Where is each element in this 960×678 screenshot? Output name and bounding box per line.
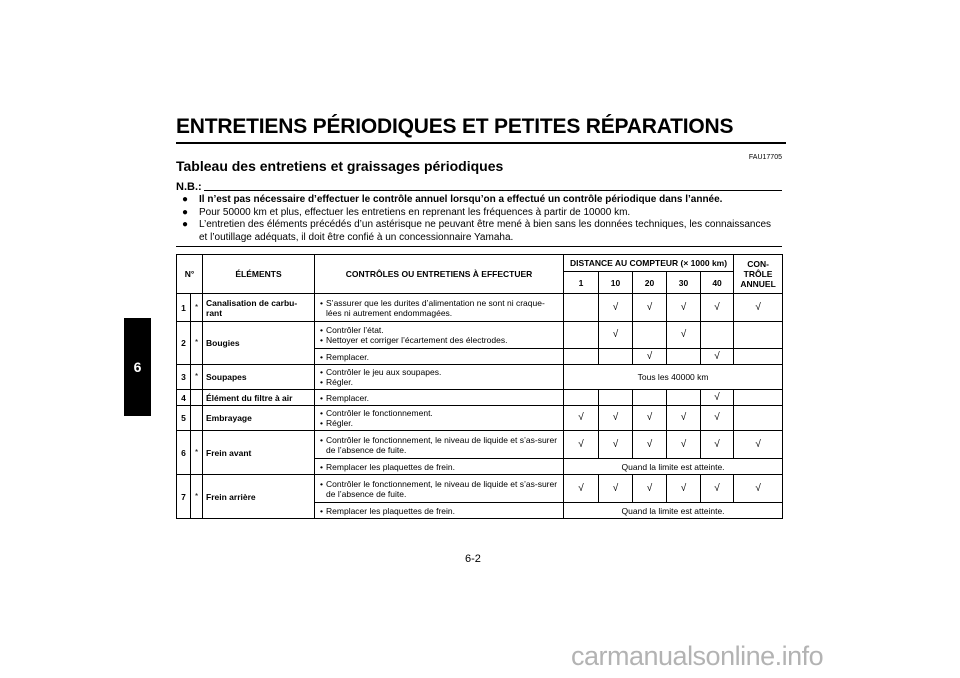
row-number: 6 [177, 431, 191, 475]
maintenance-table [176, 254, 783, 519]
row-number: 7 [177, 475, 191, 519]
table-row [177, 365, 783, 390]
check-cell: √ [667, 294, 701, 322]
action-line: • Contrôler le fonctionnement, le niveau de liquide et s’as-surer de l’absence de fuite. [320, 479, 560, 499]
note-bullets [182, 194, 782, 244]
note-bullet: ● Il n’est pas nécessaire d’effectuer le contrôle annuel lorsqu’on a effectué un contrôle périodique dans l’année. [182, 194, 723, 205]
check-cell: √ [599, 406, 633, 431]
chapter-tab: 6 [124, 318, 151, 416]
row-item: Frein avant [203, 431, 315, 475]
action-line: • Remplacer. [320, 352, 560, 362]
check-cell [599, 390, 633, 406]
bullet-icon: ● [182, 219, 189, 230]
row-asterisk [191, 406, 203, 431]
row-asterisk: * [191, 294, 203, 322]
check-cell: √ [633, 349, 667, 365]
action-line: • S’assurer que les durites d’alimentation ne sont ni craque-lées ni autrement endommagées. [320, 298, 560, 318]
action-line: • Remplacer les plaquettes de frein. [320, 462, 560, 472]
row-asterisk [191, 390, 203, 406]
row-item: Frein arrière [203, 475, 315, 519]
row-number: 1 [177, 294, 191, 322]
header-distance: DISTANCE AU COMPTEUR (× 1000 km) [564, 255, 734, 272]
bullet-icon: ● [182, 206, 189, 218]
table-row [177, 475, 783, 503]
row-action [315, 503, 564, 519]
header-distance-col: 40 [701, 272, 734, 294]
row-interval: Quand la limite est atteinte. [564, 459, 783, 475]
row-item: Bougies [203, 322, 315, 365]
row-action [315, 294, 564, 322]
row-number: 4 [177, 390, 191, 406]
check-cell: √ [701, 294, 734, 322]
row-interval: Quand la limite est atteinte. [564, 503, 783, 519]
header-annual: CON-TRÔLE ANNUEL [734, 255, 783, 294]
note-bullet: ● Pour 50000 km et plus, effectuer les entretiens en reprenant les fréquences à partir de 10000 km. [182, 206, 631, 218]
action-line: • Contrôler le fonctionnement. [320, 408, 560, 418]
row-action [315, 365, 564, 390]
row-action [315, 406, 564, 431]
action-line: • Remplacer. [320, 393, 560, 403]
check-cell: √ [701, 431, 734, 459]
row-action [315, 390, 564, 406]
row-item: Embrayage [203, 406, 315, 431]
check-cell [701, 322, 734, 349]
header-distance-col: 20 [633, 272, 667, 294]
check-cell: √ [701, 475, 734, 503]
row-asterisk: * [191, 475, 203, 519]
header-distance-col: 1 [564, 272, 599, 294]
row-interval: Tous les 40000 km [564, 365, 783, 390]
check-cell: √ [667, 475, 701, 503]
header-items: ÉLÉMENTS [203, 255, 315, 294]
header-distance-col: 10 [599, 272, 633, 294]
check-cell: √ [564, 475, 599, 503]
check-cell: √ [701, 349, 734, 365]
check-cell: √ [564, 406, 599, 431]
check-cell [667, 390, 701, 406]
action-line: • Remplacer les plaquettes de frein. [320, 506, 560, 516]
row-number: 2 [177, 322, 191, 365]
check-cell: √ [599, 294, 633, 322]
row-asterisk: * [191, 322, 203, 365]
note-end-rule [176, 246, 782, 247]
check-cell [734, 390, 783, 406]
check-cell: √ [599, 322, 633, 349]
check-cell [633, 322, 667, 349]
check-cell [734, 349, 783, 365]
check-cell [667, 349, 701, 365]
check-cell [564, 390, 599, 406]
note-bullet: ● L’entretien des éléments précédés d’un astérisque ne peuvant être mené à bien sans les données techniques, les connaissances et l’outillage adéquats, il doit être confié à un concessionnaire Yamaha. [182, 219, 772, 243]
table-row [177, 431, 783, 459]
note-rule [204, 190, 782, 191]
row-action [315, 322, 564, 349]
row-item: Soupapes [203, 365, 315, 390]
check-cell: √ [701, 406, 734, 431]
row-item: Canalisation de carbu-rant [203, 294, 315, 322]
check-cell: √ [734, 431, 783, 459]
action-line: • Contrôler le fonctionnement, le niveau de liquide et s’as-surer de l’absence de fuite. [320, 435, 560, 455]
check-cell [734, 322, 783, 349]
check-cell [599, 349, 633, 365]
check-cell: √ [667, 322, 701, 349]
check-cell: √ [734, 475, 783, 503]
check-cell [564, 349, 599, 365]
section-title: Tableau des entretiens et graissages périodiques [176, 158, 504, 174]
table-row [177, 322, 783, 349]
row-action [315, 349, 564, 365]
check-cell [734, 406, 783, 431]
row-action [315, 459, 564, 475]
check-cell: √ [633, 406, 667, 431]
bullet-icon: ● [182, 194, 189, 205]
action-line: • Contrôler l’état. [320, 325, 560, 335]
check-cell: √ [633, 475, 667, 503]
note-label: N.B.: [176, 181, 202, 193]
check-cell: √ [599, 431, 633, 459]
check-cell [633, 390, 667, 406]
header-distance-col: 30 [667, 272, 701, 294]
action-line: • Contrôler le jeu aux soupapes. [320, 367, 560, 377]
header-num: N° [177, 255, 203, 294]
row-action [315, 431, 564, 459]
action-line: • Régler. [320, 418, 560, 428]
row-action [315, 475, 564, 503]
check-cell: √ [734, 294, 783, 322]
check-cell: √ [599, 475, 633, 503]
row-item: Élément du filtre à air [203, 390, 315, 406]
page-number: 6-2 [465, 553, 481, 565]
table-row [177, 390, 783, 406]
table-row [177, 406, 783, 431]
watermark: carmanualsonline.info [571, 641, 824, 671]
check-cell: √ [701, 390, 734, 406]
action-line: • Régler. [320, 377, 560, 387]
row-asterisk: * [191, 365, 203, 390]
check-cell: √ [633, 431, 667, 459]
row-number: 3 [177, 365, 191, 390]
page-title: ENTRETIENS PÉRIODIQUES ET PETITES RÉPARATIONS [176, 115, 786, 144]
check-cell: √ [564, 431, 599, 459]
table-row [177, 294, 783, 322]
check-cell [564, 322, 599, 349]
check-cell: √ [633, 294, 667, 322]
check-cell: √ [667, 406, 701, 431]
check-cell [564, 294, 599, 322]
section-code: FAU17705 [748, 154, 782, 161]
check-cell: √ [667, 431, 701, 459]
action-line: • Nettoyer et corriger l’écartement des électrodes. [320, 335, 560, 345]
header-checks: CONTRÔLES OU ENTRETIENS À EFFECTUER [315, 255, 564, 294]
row-number: 5 [177, 406, 191, 431]
row-asterisk: * [191, 431, 203, 475]
